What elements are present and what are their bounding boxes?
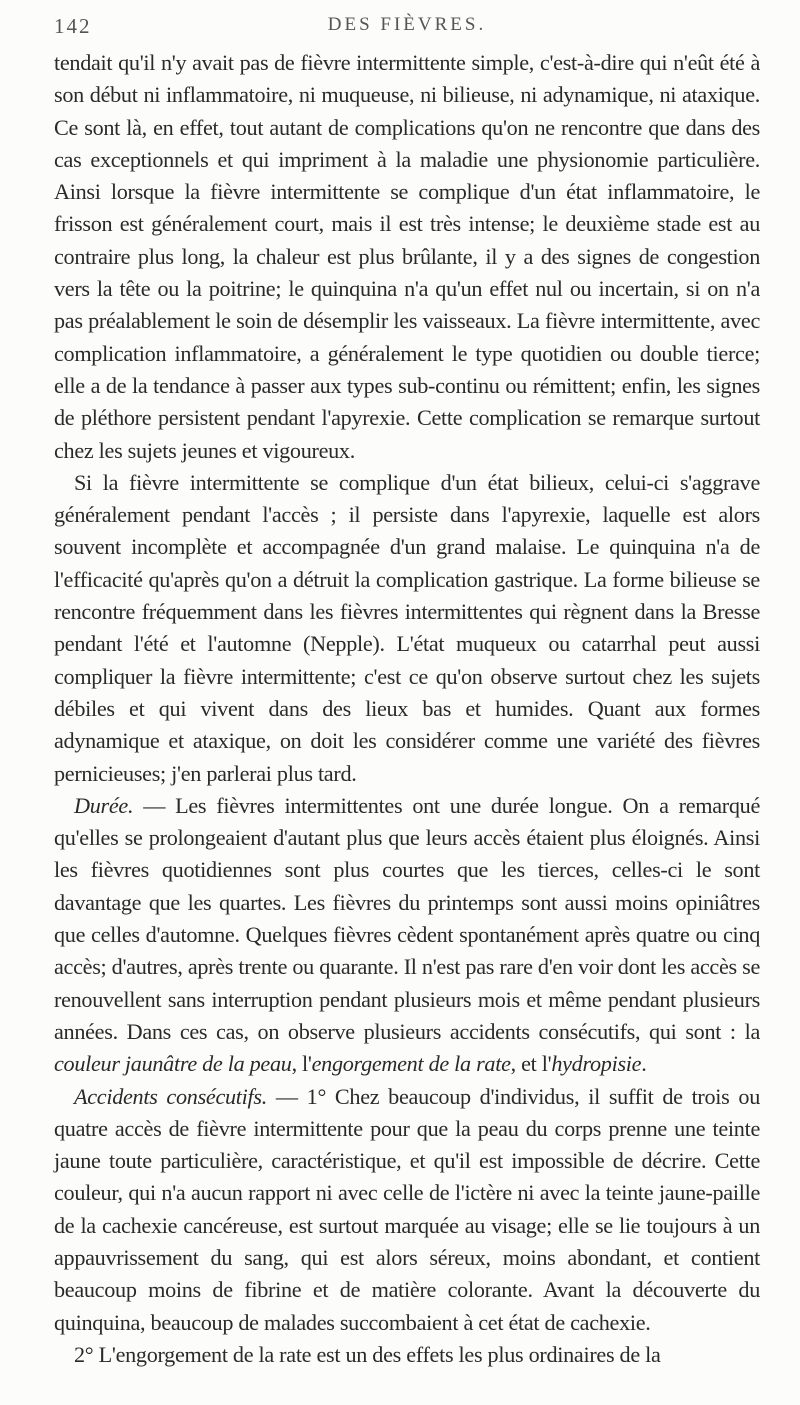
emphasis-hydropisie: hydropisie xyxy=(551,1051,642,1077)
paragraph-text: — 1° Chez beaucoup d'individus, il suffit de trois ou quatre accès de fièvre intermittente pour que la peau du corps prenne une teinte jaune toute particulière, caractéristique, et qu'il est impossible de décrire. Cette couleur, qui n'a aucun rapport ni avec celle de l'ictère ni avec la teinte jaune-paille de la cachexie cancéreuse, est surtout marquée au visage; elle se lie toujours à un appauvrissement du sang, qui est alors séreux, moins abondant, et contient beaucoup moins de fibrine et de matière colorante. Avant la découverte du quinquina, beaucoup de malades succombaient à cet état de cachexie. xyxy=(54,1083,760,1335)
paragraph-text: 2° L'engorgement de la rate est un des effets les plus ordinaires de la xyxy=(74,1341,661,1367)
running-head: DES FIÈVRES. xyxy=(327,14,487,35)
paragraph-bilious xyxy=(54,467,760,790)
paragraph-accidents xyxy=(54,1081,760,1339)
paragraph-text-connector: , et l' xyxy=(510,1051,552,1077)
paragraph-text: tendait qu'il n'y avait pas de fièvre intermittente simple, c'est-à-dire qui n'eût été à son début ni inflammatoire, ni muqueuse, ni bilieuse, ni adynamique, ni ataxique. Ce sont là, en effet, tout autant de complications qu'on ne rencontre que dans des cas exceptionnels et qui impriment à la maladie une physionomie particulière. Ainsi lorsque la fièvre intermittente se complique d'un état inflammatoire, le frisson est généralement court, mais il est très intense; le deuxième stade est au contraire plus long, la chaleur est plus brûlante, il y a des signes de congestion vers la tête ou la poitrine; le quinquina n'a qu'un effet nul ou incertain, si on n'a pas préalablement le soin de désemplir les vaisseaux. La fièvre intermittente, avec complication inflammatoire, a généralement le type quotidien ou double tierce; elle a de la tendance à passer aux types sub-continu ou rémittent; enfin, les signes de pléthore persistent pendant l'apyrexie. Cette complication se remarque surtout chez les sujets jeunes et vigoureux. xyxy=(54,50,760,463)
paragraph-duration xyxy=(54,790,760,1081)
body-text xyxy=(54,47,760,1371)
section-lead-duree: Durée. xyxy=(74,792,134,818)
page-number: 142 xyxy=(54,14,92,38)
section-lead-accidents: Accidents consécutifs. xyxy=(74,1083,267,1109)
emphasis-couleur: couleur jaunâtre de la peau xyxy=(54,1051,292,1077)
paragraph-rate xyxy=(54,1339,760,1371)
emphasis-engorgement: engorgement de la rate xyxy=(311,1051,511,1077)
paragraph-text: Si la fièvre intermittente se complique d'un état bilieux, celui-ci s'aggrave généralement pendant l'accès ; il persiste dans l'apyrexie, laquelle est alors souvent incomplète et accompagnée d'un grand malaise. Le quinquina n'a de l'efficacité qu'après qu'on a détruit la complication gastrique. La forme bilieuse se rencontre fréquemment dans les fièvres intermittentes qui règnent dans la Bresse pendant l'été et l'automne (Nepple). L'état muqueux ou catarrhal peut aussi compliquer la fièvre intermittente; c'est ce qu'on observe surtout chez les sujets débiles et qui vivent dans des lieux bas et humides. Quant aux formes adynamique et ataxique, on doit les considérer comme une variété des fièvres pernicieuses; j'en parlerai plus tard. xyxy=(54,469,760,786)
paragraph-text-tail: . xyxy=(641,1051,647,1077)
paragraph-text: — Les fièvres intermittentes ont une durée longue. On a remarqué qu'elles se prolongeaient d'autant plus que leurs accès étaient plus éloignés. Ainsi les fièvres quotidiennes sont plus courtes que les tierces, celles-ci le sont davantage que les quartes. Les fièvres du printemps sont aussi moins opiniâtres que celles d'automne. Quelques fièvres cèdent spontanément après quatre ou cinq accès; d'autres, après trente ou quarante. Il n'est pas rare d'en voir dont les accès se renouvellent sans interruption pendant plusieurs mois et même pendant plusieurs années. Dans ces cas, on observe plusieurs accidents consécutifs, qui sont : la xyxy=(54,792,760,1044)
paragraph-continuation xyxy=(54,47,760,467)
paragraph-text-connector: , l' xyxy=(291,1051,312,1077)
page-header xyxy=(54,14,760,44)
